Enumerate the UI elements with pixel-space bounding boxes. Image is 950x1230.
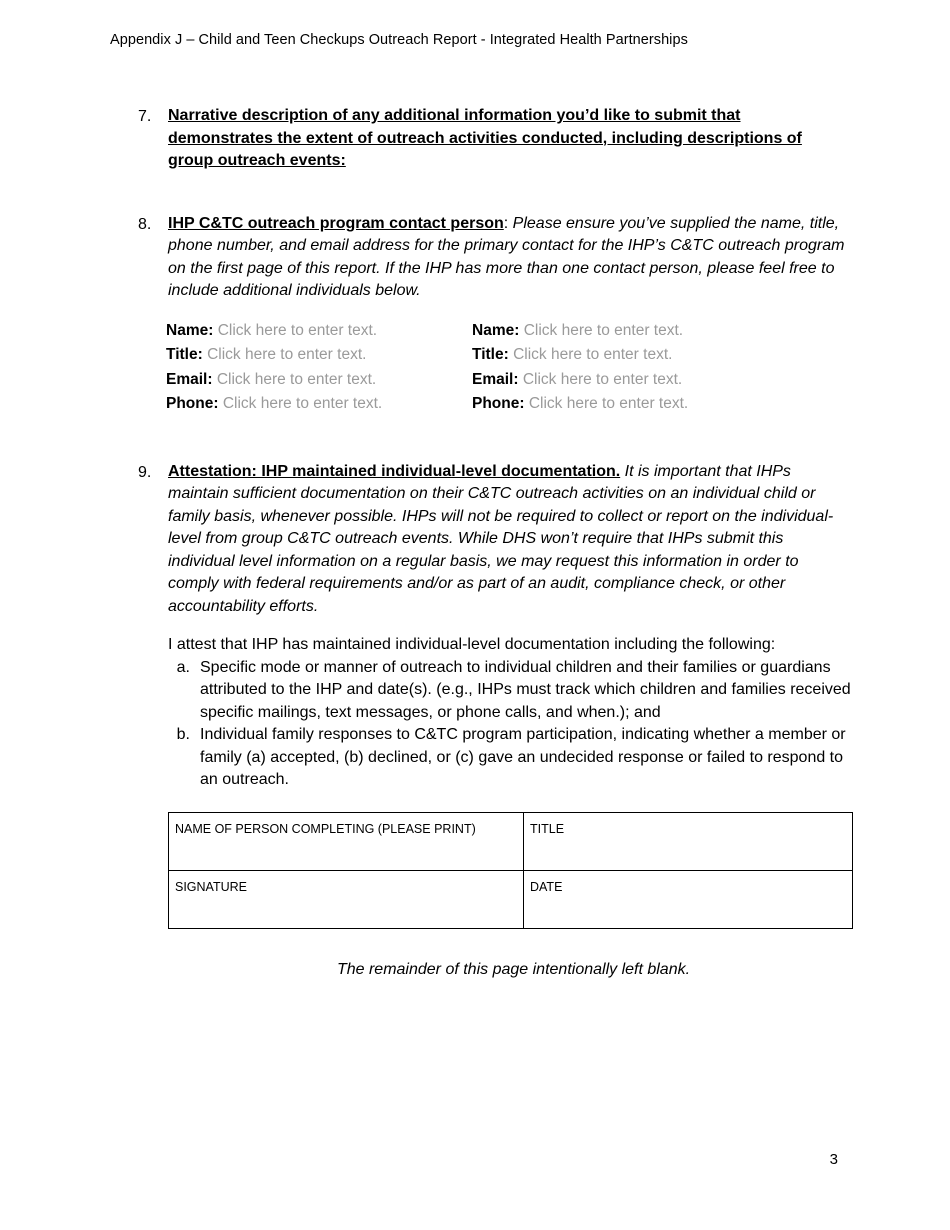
item-8-heading: IHP C&TC outreach program contact person <box>168 214 504 232</box>
item-8-instructions: Please ensure you’ve supplied the name, title, phone number, and email address for the primary contact for the IHP’s C&TC outreach program on the first page of this report. If the IHP has more than one contact person, please feel free to include additional individuals below. <box>168 214 845 299</box>
signature-header: SIGNATURE <box>175 879 247 894</box>
title-header: TITLE <box>530 821 565 836</box>
contact-1-phone-row <box>166 392 472 417</box>
item-7-body <box>168 105 848 173</box>
signature-table <box>168 812 853 929</box>
contact-2-name-field[interactable]: Click here to enter text. <box>523 321 684 339</box>
cell-signature[interactable] <box>169 870 524 928</box>
sub-item-a-text: Specific mode or manner of outreach to individual children and their families or guardians attributed to the IHP and date(s). (e.g., IHPs must track which children and families received specific mailings, text messages, or phone calls, and when.); and <box>200 658 851 721</box>
list-item-9 <box>138 461 851 982</box>
table-row <box>169 812 853 870</box>
contact-2-phone-row <box>472 392 778 417</box>
contact-1-phone-field[interactable]: Click here to enter text. <box>222 395 383 412</box>
sub-item-a <box>168 657 853 725</box>
contact-1-name-label: Name: <box>166 321 214 339</box>
item-9-instructions: It is important that IHPs maintain sufficient documentation on their C&TC outreach activities on an individual child or family basis, whenever possible. IHPs will not be required to collect or report on the individual-level from group C&TC outreach events. While DHS won’t require that IHPs submit this individual level information on a regular basis, we may request this information in order to comply with federal requirements and/or as part of an audit, compliance check, or other accountability efforts. <box>168 462 834 615</box>
contact-2-email-row <box>472 368 778 393</box>
item-8-colon: : <box>503 214 509 232</box>
contact-2-title-label: Title: <box>472 346 509 363</box>
contact-1-title-label: Title: <box>166 346 203 363</box>
date-header: DATE <box>530 879 563 894</box>
list-item-8 <box>138 213 848 303</box>
remainder-note: The remainder of this page intentionally left blank. <box>336 960 691 978</box>
contact-1-email-row <box>166 368 472 393</box>
document-content <box>138 105 851 981</box>
list-item-7 <box>138 105 848 173</box>
item-7-heading: Narrative description of any additional information you’d like to submit that demonstrates the extent of outreach activities conducted, including descriptions of group outreach events: <box>168 107 802 169</box>
contact-2-phone-label: Phone: <box>472 395 525 412</box>
contact-2-phone-field[interactable]: Click here to enter text. <box>528 395 689 412</box>
sub-item-b-letter: b. <box>176 726 190 743</box>
sub-item-b <box>168 724 853 792</box>
contact-2-email-label: Email: <box>472 370 519 388</box>
contact-1-phone-label: Phone: <box>166 395 219 412</box>
page-number: 3 <box>829 1151 838 1168</box>
contact-1-name-row <box>166 319 472 344</box>
item-8-number: 8. <box>138 215 152 233</box>
item-8-body <box>168 213 848 303</box>
contact-1-email-field[interactable]: Click here to enter text. <box>216 370 377 388</box>
cell-title[interactable] <box>524 812 853 870</box>
contact-2-name-label: Name: <box>472 321 520 339</box>
attestation-line: I attest that IHP has maintained individual-level documentation including the following: <box>168 636 776 653</box>
item-9-heading: Attestation: IHP maintained individual-level documentation. <box>168 462 621 480</box>
contact-2-email-field[interactable]: Click here to enter text. <box>522 370 683 388</box>
contact-column-2 <box>472 319 778 417</box>
contact-2-name-row <box>472 319 778 344</box>
contact-column-1 <box>166 319 472 417</box>
cell-name-of-person[interactable] <box>169 812 524 870</box>
item-7-number: 7. <box>138 108 152 125</box>
contact-person-grid <box>166 319 848 417</box>
name-of-person-header: NAME OF PERSON COMPLETING (PLEASE PRINT) <box>175 821 476 836</box>
contact-1-title-field[interactable]: Click here to enter text. <box>207 346 367 363</box>
contact-2-title-row <box>472 343 778 368</box>
contact-1-title-row <box>166 343 472 368</box>
item-9-number: 9. <box>138 463 152 481</box>
sub-item-a-letter: a. <box>176 658 190 676</box>
document-header: Appendix J – Child and Teen Checkups Outreach Report - Integrated Health Partnerships <box>110 32 688 48</box>
contact-2-title-field[interactable]: Click here to enter text. <box>513 346 673 363</box>
cell-date[interactable] <box>524 870 853 928</box>
contact-1-name-field[interactable]: Click here to enter text. <box>217 321 378 339</box>
item-9-body <box>168 461 853 982</box>
contact-1-email-label: Email: <box>166 370 213 388</box>
attestation-sublist <box>168 657 853 792</box>
sub-item-b-text: Individual family responses to C&TC program participation, indicating whether a member or family (a) accepted, (b) declined, or (c) gave an undecided response or failed to respond to an outreach. <box>200 726 846 788</box>
table-row <box>169 870 853 928</box>
